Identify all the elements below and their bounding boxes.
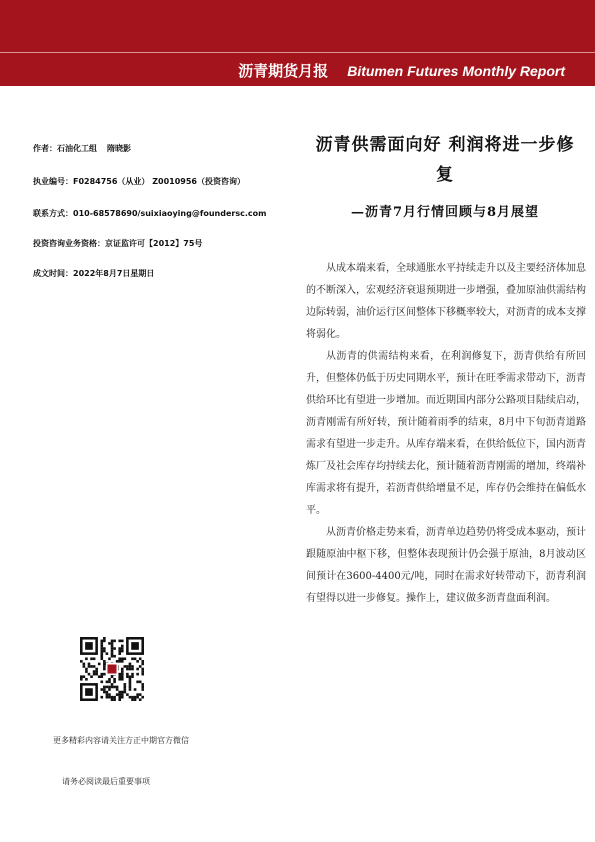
header-title-cn: 沥青期货月报: [238, 62, 329, 80]
date-value: 2022年8月7日星期日: [73, 269, 155, 278]
meta-date: [33, 268, 293, 279]
wechat-qr-code: [80, 637, 144, 701]
author-name: 隋晓影: [107, 144, 131, 153]
contact-label: 联系方式：: [33, 209, 73, 218]
meta-qualification: [33, 238, 293, 249]
body-paragraph: 从成本端来看，全球通胀水平持续走升以及主要经济体加息的不断深入，宏观经济衰退预期进一步增强，叠加原油供需结构边际转弱，油价运行区间整体下移概率较大，对沥青的成本支撑将弱化。: [306, 263, 586, 340]
body-paragraph: 从沥青的供需结构来看，在利润修复下，沥青供给有所回升，但整体仍低于历史同期水平，预计在旺季需求带动下，沥青供给环比有望进一步增加。而近期国内部分公路项目陆续启动，沥青刚需有所好转，预计随着雨季的结束，8月中下旬沥青道路需求有望进一步走升。从库存端来看，在供给低位下，国内沥青炼厂及社会库存均持续去化，预计随着沥青刚需的增加，终端补库需求将有提升，若沥青供给增量不足，库存仍会维持在偏低水平。: [306, 351, 586, 516]
header-divider: [0, 52, 595, 53]
author-label: 作者：: [33, 144, 57, 153]
meta-author: [33, 143, 293, 154]
disclaimer-notice: 请务必阅读最后重要事项: [62, 777, 150, 786]
qualification-label: 投资咨询业务资格：: [33, 239, 105, 248]
meta-contact: [33, 208, 293, 219]
meta-license: [33, 176, 293, 187]
license-value: F0284756（从业） Z0010956（投资咨询）: [73, 177, 245, 186]
license-label: 执业编号：: [33, 177, 73, 186]
report-title-line1: 沥青供需面向好 利润将进一步修: [315, 135, 575, 155]
header-band: [0, 0, 595, 86]
report-title-line2: 复: [436, 165, 454, 185]
header-title: [238, 60, 565, 81]
report-body: [306, 258, 586, 610]
qualification-value: 京证监许可【2012】75号: [105, 239, 203, 248]
report-title: [300, 130, 590, 190]
qr-caption: 更多精彩内容请关注方正中期官方微信: [53, 736, 189, 745]
date-label: 成文时间：: [33, 269, 73, 278]
author-group: 石油化工组: [57, 144, 97, 153]
header-title-en: Bitumen Futures Monthly Report: [347, 63, 565, 79]
qr-code-icon: [80, 637, 144, 701]
report-subtitle: —沥青7月行情回顾与8月展望: [350, 205, 540, 220]
body-paragraph: 从沥青价格走势来看，沥青单边趋势仍将受成本驱动，预计跟随原油中枢下移，但整体表现预计仍会强于原油，8月波动区间预计在3600-4400元/吨，同时在需求好转带动下，沥青利润有望得以进一步修复。操作上，建议做多沥青盘面利润。: [306, 527, 586, 604]
contact-value: 010-68578690/suixiaoying@foundersc.com: [73, 209, 267, 218]
